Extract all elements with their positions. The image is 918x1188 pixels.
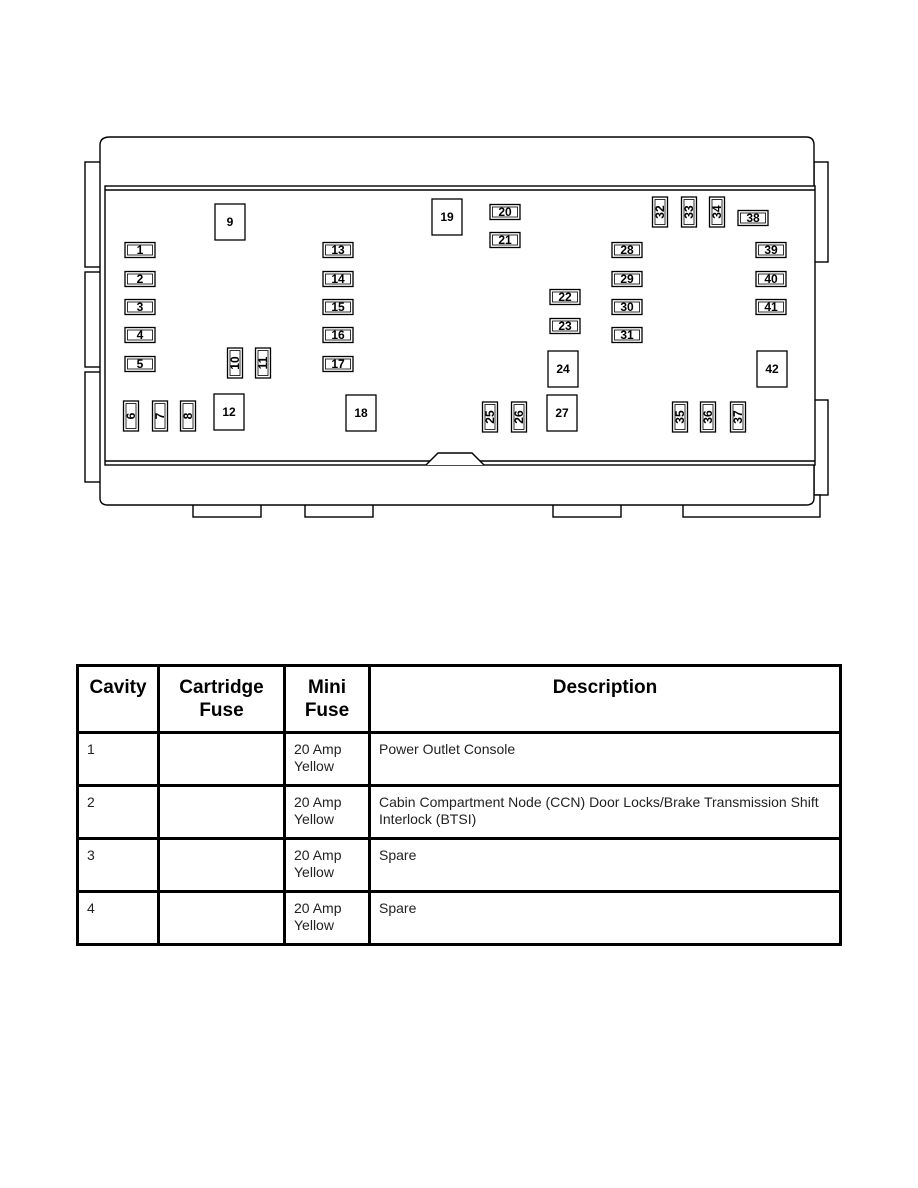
fuse-label: 39 [764, 243, 778, 257]
fuse-table [76, 664, 842, 946]
fuse-cavity-5 [125, 357, 155, 372]
cell-mini-fuse: 20 Amp Yellow [285, 733, 370, 786]
cell-cartridge-fuse [159, 733, 285, 786]
header-description: Description [370, 666, 841, 733]
fuse-cavity-22 [550, 290, 580, 305]
fuse-label: 9 [226, 215, 234, 229]
fuse-label: 15 [331, 300, 345, 314]
cell-cavity: 4 [78, 892, 159, 945]
fuse-cavity-41 [756, 300, 786, 315]
fuse-cavity-24 [548, 351, 578, 387]
fuse-box-diagram [0, 0, 918, 560]
fuse-cavity-32 [653, 197, 668, 227]
fuse-label: 12 [222, 405, 236, 419]
fuse-label: 4 [136, 328, 144, 342]
fuse-label: 32 [653, 205, 667, 219]
fuse-cavity-35 [673, 402, 688, 432]
fuse-cavity-42 [757, 351, 787, 387]
header-cartridge-fuse: Cartridge Fuse [159, 666, 285, 733]
fuse-cavity-39 [756, 243, 786, 258]
fuse-label: 27 [555, 406, 569, 420]
table-row [78, 892, 841, 945]
cell-cartridge-fuse [159, 892, 285, 945]
cell-description: Spare [370, 839, 841, 892]
table-header-row [78, 666, 841, 733]
fuse-cavity-29 [612, 272, 642, 287]
table-row [78, 733, 841, 786]
fuse-cavity-33 [682, 197, 697, 227]
fuse-label: 34 [710, 205, 724, 219]
fuse-cavity-7 [153, 401, 168, 431]
fuse-label: 20 [498, 205, 512, 219]
fuse-cavity-14 [323, 272, 353, 287]
fuse-cavity-8 [181, 401, 196, 431]
fuse-label: 14 [331, 272, 345, 286]
fuse-label: 30 [620, 300, 634, 314]
cell-mini-fuse: 20 Amp Yellow [285, 839, 370, 892]
cell-description: Cabin Compartment Node (CCN) Door Locks/Brake Transmission Shift Interlock (BTSI) [370, 786, 841, 839]
fuse-cavity-11 [256, 348, 271, 378]
fuse-label: 2 [136, 272, 144, 286]
fuse-label: 41 [764, 300, 778, 314]
fuse-cavity-40 [756, 272, 786, 287]
fuse-label: 13 [331, 243, 345, 257]
cell-mini-fuse: 20 Amp Yellow [285, 786, 370, 839]
cell-cavity: 3 [78, 839, 159, 892]
fuse-cavity-16 [323, 328, 353, 343]
fuse-cavity-15 [323, 300, 353, 315]
fuse-label: 6 [124, 412, 138, 420]
fuse-cavity-20 [490, 205, 520, 220]
fuse-cavity-3 [125, 300, 155, 315]
cell-cartridge-fuse [159, 839, 285, 892]
fuse-label: 23 [558, 319, 572, 333]
fuse-label: 36 [701, 410, 715, 424]
fuse-cavity-13 [323, 243, 353, 258]
table-row [78, 786, 841, 839]
fuse-cavity-38 [738, 211, 768, 226]
fuse-cavity-2 [125, 272, 155, 287]
fuse-cavity-27 [547, 395, 577, 431]
fuse-label: 40 [764, 272, 778, 286]
fuse-box-housing [85, 137, 828, 517]
fuse-cavity-30 [612, 300, 642, 315]
fuse-label: 19 [440, 210, 454, 224]
fuse-cavity-36 [701, 402, 716, 432]
fuse-cavity-23 [550, 319, 580, 334]
fuse-label: 25 [483, 410, 497, 424]
cell-description: Spare [370, 892, 841, 945]
fuse-label: 33 [682, 205, 696, 219]
cell-cartridge-fuse [159, 786, 285, 839]
fuse-cavity-21 [490, 233, 520, 248]
fuse-label: 21 [498, 233, 512, 247]
fuse-label: 26 [512, 410, 526, 424]
fuse-cavity-6 [124, 401, 139, 431]
fuse-cavity-31 [612, 328, 642, 343]
cell-cavity: 2 [78, 786, 159, 839]
cell-description: Power Outlet Console [370, 733, 841, 786]
fuse-label: 35 [673, 410, 687, 424]
fuse-cavity-1 [125, 243, 155, 258]
fuse-label: 17 [331, 357, 345, 371]
fuse-label: 38 [746, 211, 760, 225]
fuse-label: 11 [256, 356, 270, 370]
fuse-label: 42 [765, 362, 779, 376]
header-cavity: Cavity [78, 666, 159, 733]
fuse-label: 22 [558, 290, 572, 304]
fuse-label: 24 [556, 362, 570, 376]
fuse-label: 5 [136, 357, 144, 371]
fuse-cavity-37 [731, 402, 746, 432]
fuse-cavity-25 [483, 402, 498, 432]
fuse-cavity-10 [228, 348, 243, 378]
fuse-cavity-28 [612, 243, 642, 258]
cell-mini-fuse: 20 Amp Yellow [285, 892, 370, 945]
fuse-label: 7 [153, 412, 167, 420]
fuse-label: 37 [731, 410, 745, 424]
fuse-label: 1 [136, 243, 144, 257]
fuse-label: 28 [620, 243, 634, 257]
fuse-label: 29 [620, 272, 634, 286]
fuse-cavity-12 [214, 394, 244, 430]
fuse-cavity-4 [125, 328, 155, 343]
fuse-label: 18 [354, 406, 368, 420]
cell-cavity: 1 [78, 733, 159, 786]
fuse-label: 3 [136, 300, 144, 314]
fuse-cavity-17 [323, 357, 353, 372]
fuse-cavity-9 [215, 204, 245, 240]
fuse-cavity-18 [346, 395, 376, 431]
fuse-label: 31 [620, 328, 634, 342]
fuse-cavity-34 [710, 197, 725, 227]
fuse-label: 8 [181, 412, 195, 420]
header-mini-fuse: Mini Fuse [285, 666, 370, 733]
fuse-cavity-26 [512, 402, 527, 432]
fuse-label: 10 [228, 356, 242, 370]
table-row [78, 839, 841, 892]
fuse-label: 16 [331, 328, 345, 342]
fuse-cavity-19 [432, 199, 462, 235]
